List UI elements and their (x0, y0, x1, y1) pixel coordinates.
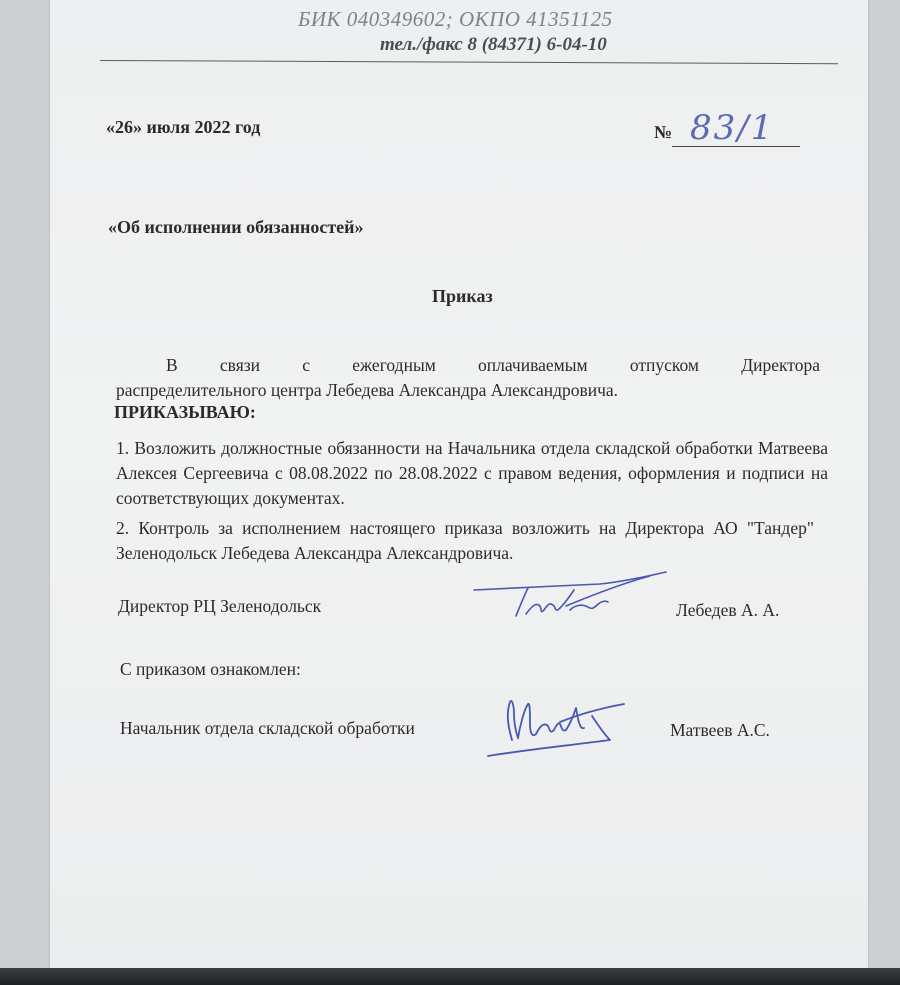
head-signature (484, 680, 634, 764)
order-keyword: ПРИКАЗЫВАЮ: (114, 402, 256, 422)
director-role: Директор РЦ Зеленодольск (118, 596, 322, 616)
order-item-2: 2. Контроль за исполнением настоящего приказа возложить на Директора АО "Тандер" Зеленодольск Лебедева Александра Александровича. (116, 518, 814, 563)
preamble-line-2: распределительного центра Лебедева Александра Александровича. (116, 380, 619, 400)
order-number-underline (672, 146, 800, 147)
phone-fax: тел./факс 8 (84371) 6-04-10 (380, 34, 607, 55)
bank-codes: БИК 040349602; ОКПО 41351125 (298, 7, 613, 31)
monitor-bezel (0, 968, 900, 985)
preamble-line-1: В связи с ежегодным оплачиваемым отпуском Директора (166, 355, 820, 375)
director-name: Лебедев А. А. (676, 600, 780, 620)
order-subject: «Об исполнении обязанностей» (108, 217, 364, 237)
order-item-1: 1. Возложить должностные обязанности на Начальника отдела складской обработки Матвеева Алексея Сергеевича с 08.08.2022 по 28.08.2022 с правом ведения, оформления и подписи на соответствующих документах. (116, 438, 828, 508)
order-number-label: № (654, 122, 673, 142)
document-title: Приказ (432, 286, 493, 306)
head-role: Начальник отдела складской обработки (120, 718, 415, 738)
order-number-handwritten: 83/1 (690, 108, 775, 148)
acknowledgement-label: С приказом ознакомлен: (120, 659, 301, 679)
order-date: «26» июля 2022 год (106, 117, 261, 137)
director-signature (470, 566, 670, 626)
head-name: Матвеев А.С. (670, 720, 770, 740)
